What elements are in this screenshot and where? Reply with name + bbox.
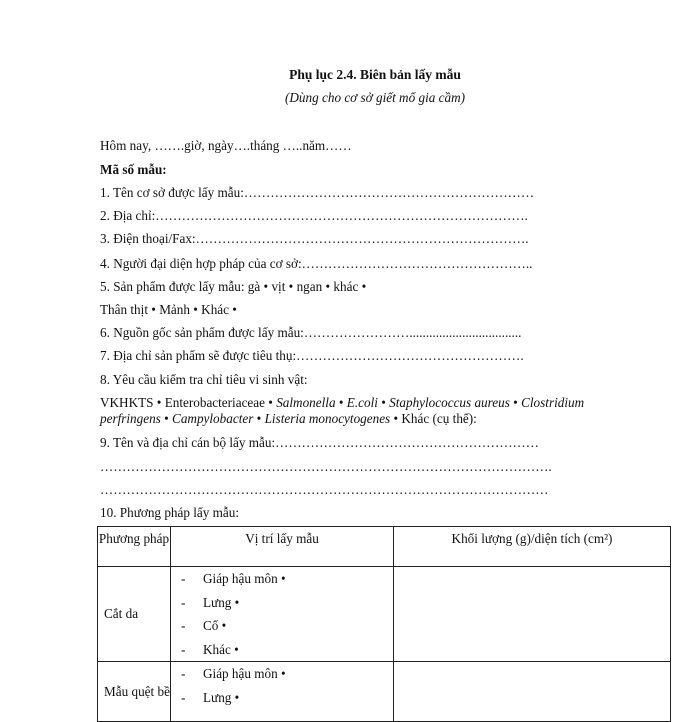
header-position: Vị trí lấy mẫu xyxy=(171,527,394,567)
header-mass: Khối lượng (g)/diện tích (cm²) xyxy=(394,527,671,567)
microbe-requirement-line: 8. Yêu cầu kiểm tra chỉ tiêu vi sinh vật: xyxy=(100,372,308,387)
list-item: - Giáp hậu môn • xyxy=(181,666,286,681)
position-cell xyxy=(171,567,394,662)
date-line: Hôm nay, …….giờ, ngày….tháng …..năm…… xyxy=(100,138,352,153)
product-line: 5. Sản phẩm được lấy mẫu: gà • vịt • ngan • khác • xyxy=(100,279,367,294)
position-label: Lưng • xyxy=(203,594,240,610)
mass-cell[interactable] xyxy=(394,662,671,722)
separator: • xyxy=(509,395,522,410)
collector-dots-1: …………………………………………………………………………………………. xyxy=(100,459,552,474)
position-label: Cổ • xyxy=(203,618,227,633)
phone-line: 3. Điện thoại/Fax:…………………………………………………………………. xyxy=(100,231,529,246)
microbe-list-line-2 xyxy=(100,411,477,427)
sampling-method-label: 10. Phương pháp lấy mẫu: xyxy=(100,505,240,520)
position-label: Giáp hậu môn • xyxy=(203,666,286,681)
clostridium-text: Clostridium xyxy=(521,395,585,410)
list-item: - Khác • xyxy=(181,641,239,657)
position-label: Giáp hậu môn • xyxy=(203,571,286,586)
position-label: Khác • xyxy=(203,641,239,657)
method-cell: Mẫu quệt bề xyxy=(98,662,171,722)
position-label: Lưng • xyxy=(203,689,240,705)
collector-dots-2: ………………………………………………………………………………………… xyxy=(100,482,549,497)
separator: • xyxy=(253,411,265,426)
table-row xyxy=(98,567,671,662)
table-row xyxy=(98,662,671,722)
collector-line: 9. Tên và địa chỉ cán bộ lấy mẫu:…………………………………………………… xyxy=(100,435,539,450)
position-cell xyxy=(171,662,394,722)
doc-title: Phụ lục 2.4. Biên bản lấy mẫu xyxy=(289,67,461,82)
consumption-address-line: 7. Địa chỉ sản phẩm sẽ được tiêu thụ:……………………………………………. xyxy=(100,348,524,363)
vkhkts-text: VKHKTS • Enterobacteriaceae • xyxy=(100,395,277,410)
separator: • xyxy=(335,395,347,410)
table-header-row xyxy=(98,527,671,567)
list-item: - Lưng • xyxy=(181,689,240,705)
list-item: - Lưng • xyxy=(181,594,240,610)
ecoli-text: E.coli xyxy=(346,395,378,410)
staph-text: Staphylococcus aureus xyxy=(389,395,510,410)
other-text: • Khác (cụ thể): xyxy=(390,411,477,426)
header-method: Phương pháp xyxy=(98,527,171,567)
microbe-list-line xyxy=(100,395,584,411)
doc-subtitle: (Dùng cho cơ sở giết mổ gia cầm) xyxy=(285,90,465,105)
facility-name-line: 1. Tên cơ sở được lấy mẫu:………………………………………………………… xyxy=(100,185,535,200)
separator: • xyxy=(377,395,390,410)
perfringens-text: perfringens xyxy=(100,411,161,426)
origin-line: 6. Nguồn gốc sản phẩm được lấy mẫu:…………………….................................. xyxy=(100,325,522,340)
representative-line: 4. Người đại diện hợp pháp của cơ sở:…………………………………………….. xyxy=(100,256,533,271)
sampling-method-table xyxy=(97,526,671,722)
campylobacter-text: Campylobacter xyxy=(172,411,254,426)
separator: • xyxy=(160,411,173,426)
salmonella-text: Salmonella xyxy=(276,395,336,410)
listeria-text: Listeria monocytogenes xyxy=(264,411,391,426)
list-item: - Giáp hậu môn • xyxy=(181,571,286,586)
mass-cell[interactable] xyxy=(394,567,671,662)
product-part-line: Thân thịt • Mảnh • Khác • xyxy=(100,302,237,317)
list-item: - Cổ • xyxy=(181,618,227,633)
address-line: 2. Địa chỉ:…………………………………………………………………………. xyxy=(100,208,528,223)
method-cell: Cắt da xyxy=(98,567,171,662)
sample-code-label: Mã số mẫu: xyxy=(100,162,167,177)
